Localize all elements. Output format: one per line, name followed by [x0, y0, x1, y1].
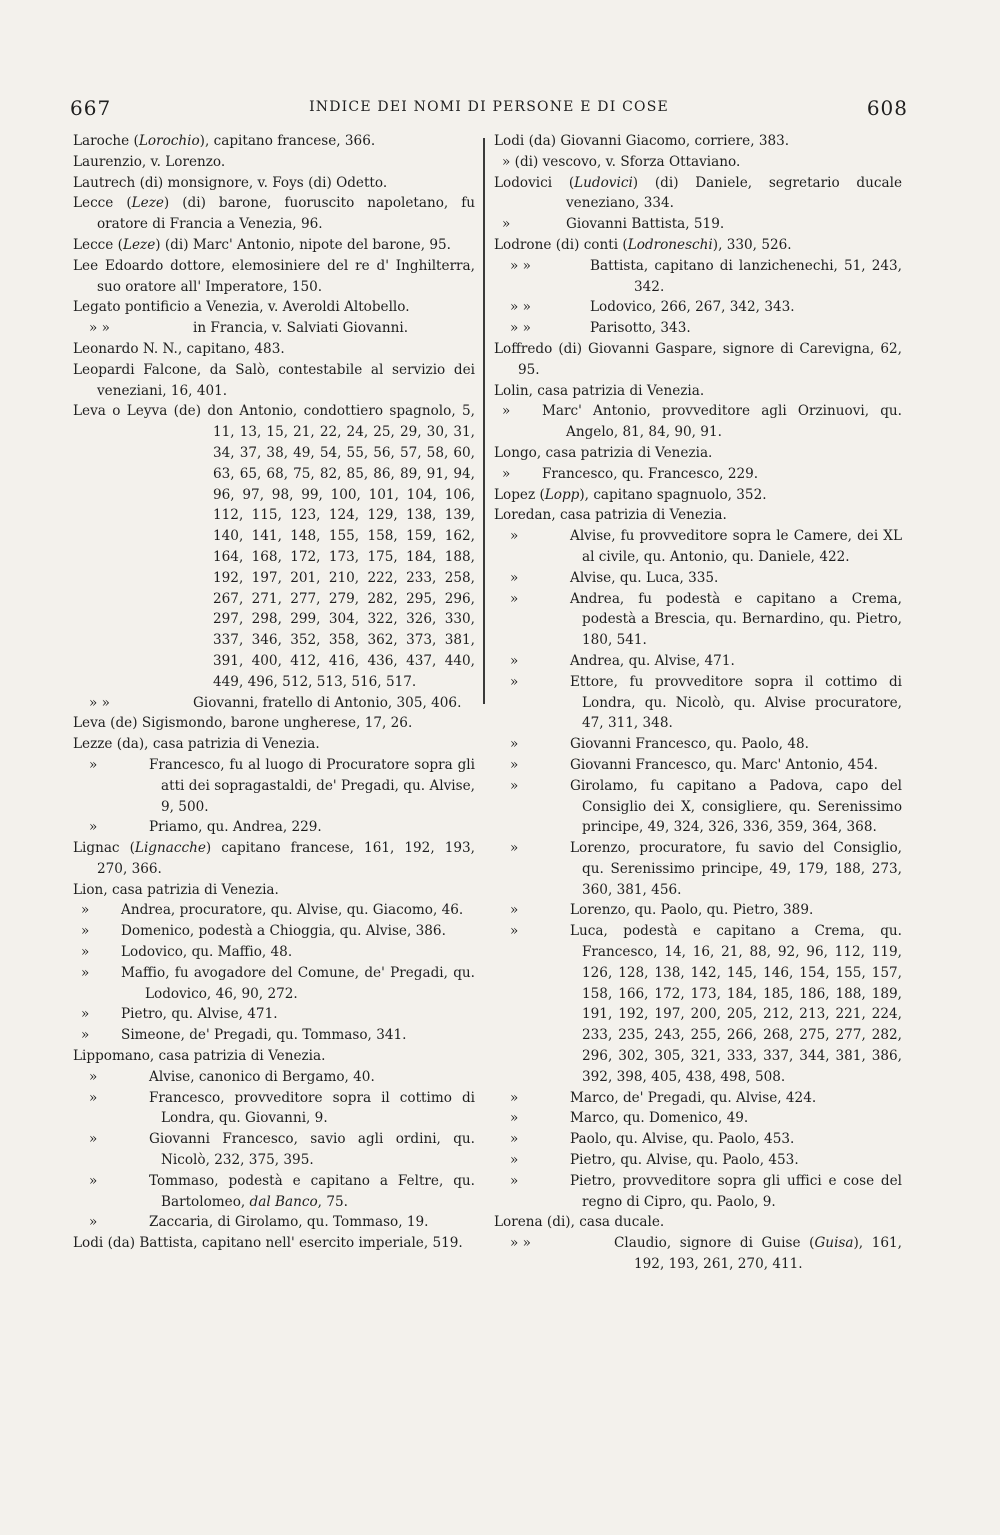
running-header: [70, 96, 908, 122]
index-entry: Laurenzio, v. Lorenzo.: [73, 153, 226, 170]
index-subentry: » Alvise, fu provveditore sopra le Camere, dei XL al civile, qu. Antonio, qu. Daniele, 422.: [510, 528, 902, 565]
index-entry: Lodi (da) Battista, capitano nell' esercito imperiale, 519.: [73, 1235, 463, 1252]
index-subentry: » Giovanni Battista, 519.: [502, 216, 725, 233]
index-subentry: » Francesco, qu. Francesco, 229.: [502, 465, 759, 482]
index-entry: Lippomano, casa patrizia di Venezia.: [73, 1048, 326, 1065]
index-subentry: » Pietro, provveditore sopra gli uffici e cose del regno di Cipro, qu. Paolo, 9.: [510, 1172, 902, 1210]
index-subentry: » Lorenzo, qu. Paolo, qu. Pietro, 389.: [510, 902, 814, 919]
index-subentry: » Lorenzo, procuratore, fu savio del Consiglio, qu. Serenissimo principe, 49, 179, 188, 273, 360, 381, 456.: [510, 840, 902, 898]
page-number-left: 667: [70, 96, 112, 120]
index-entry: Leva (de) Sigismondo, barone ungherese, 17, 26.: [73, 715, 413, 732]
left-column: [73, 131, 475, 1254]
index-entry: Lolin, casa patrizia di Venezia.: [494, 382, 705, 399]
index-subentry: » » Claudio, signore di Guise (Guisa), 161, 192, 193, 261, 270, 411.: [510, 1235, 903, 1273]
index-subentry: » Giovanni Francesco, qu. Marc' Antonio, 454.: [510, 756, 878, 773]
index-entry: Lorena (di), casa ducale.: [494, 1214, 665, 1231]
index-entry: Lee Edoardo dottore, elemosiniere del re d' Inghilterra, suo oratore all' Imperatore, 150.: [73, 257, 475, 295]
index-entry: Lignac (Lignacche) capitano francese, 161, 192, 193, 270, 366.: [73, 840, 475, 877]
index-subentry: » Paolo, qu. Alvise, qu. Paolo, 453.: [510, 1131, 795, 1148]
index-entry: Legato pontificio a Venezia, v. Averoldi Altobello.: [73, 299, 410, 316]
index-entry: Lecce (Leze) (di) barone, fuoruscito napoletano, fu oratore di Francia a Venezia, 96.: [73, 195, 476, 233]
index-subentry: » Marco, de' Pregadi, qu. Alvise, 424.: [510, 1089, 817, 1106]
index-subentry: » Pietro, qu. Alvise, 471.: [81, 1006, 278, 1023]
page-title: INDICE DEI NOMI DI PERSONE E DI COSE: [309, 99, 669, 115]
index-entry: Lodi (da) Giovanni Giacomo, corriere, 383.: [494, 133, 790, 149]
index-subentry: » Marco, qu. Domenico, 49.: [510, 1110, 749, 1127]
index-entry: Lautrech (di) monsignore, v. Foys (di) Odetto.: [73, 174, 388, 191]
index-entry: » (di) vescovo, v. Sforza Ottaviano.: [502, 153, 741, 170]
index-subentry: » Andrea, procuratore, qu. Alvise, qu. Giacomo, 46.: [81, 902, 464, 919]
index-subentry: » Domenico, podestà a Chioggia, qu. Alvise, 386.: [81, 923, 446, 940]
column-divider: [483, 138, 485, 704]
index-subentry: » » Lodovico, 266, 267, 342, 343.: [510, 299, 795, 316]
index-entry: Lopez (Lopp), capitano spagnuolo, 352.: [494, 486, 767, 503]
index-subentry: » Luca, podestà e capitano a Crema, qu. Francesco, 14, 16, 21, 88, 92, 96, 112, 119, 126, 128, 138, 142, 145, 146, 154, 155, 157, 158, 166, 172, 173, 184, 185, 186, 188, 189, 191, 192, 197, 200, 205, 212, 213, 221, 224, 233, 235, 243, 255, 266, 268, 275, 277, 282, 296, 302, 305, 321, 333, 337, 344, 381, 386, 392, 398, 405, 438, 498, 508.: [510, 923, 902, 1085]
index-entry: Lodovici (Ludovici) (di) Daniele, segretario ducale veneziano, 334.: [494, 174, 902, 212]
index-entry: Laroche (Lorochio), capitano francese, 366.: [73, 133, 376, 149]
index-subentry: » Marc' Antonio, provveditore agli Orzinuovi, qu. Angelo, 81, 84, 90, 91.: [502, 403, 902, 441]
index-subentry: » Francesco, provveditore sopra il cottimo di Londra, qu. Giovanni, 9.: [89, 1089, 475, 1127]
index-entry: Leva o Leyva (de) don Antonio, condottiero spagnolo, 5, 11, 13, 15, 21, 22, 24, 25, 29, 30, 31, 34, 37, 38, 49, 54, 55, 56, 57, 58, 60, 63, 65, 68, 75, 82, 85, 86, 89, 91, 94, 96, 97, 98, 99, 100, 101, 104, 106, 112, 115, 123, 124, 129, 138, 139, 140, 141, 148, 155, 158, 159, 162, 164, 168, 172, 173, 175, 184, 188, 192, 197, 201, 210, 222, 233, 258, 267, 271, 277, 279, 282, 295, 296, 297, 298, 299, 304, 322, 326, 330, 337, 346, 352, 358, 362, 373, 381, 391, 400, 412, 416, 436, 437, 440, 449, 496, 512, 513, 516, 517.: [73, 403, 475, 690]
index-subentry: » Giovanni Francesco, savio agli ordini, qu. Nicolò, 232, 375, 395.: [89, 1131, 475, 1169]
index-subentry: » Priamo, qu. Andrea, 229.: [89, 819, 322, 836]
index-subentry: » Tommaso, podestà e capitano a Feltre, qu. Bartolomeo, dal Banco, 75.: [89, 1172, 475, 1210]
index-subentry: » Andrea, fu podestà e capitano a Crema, podestà a Brescia, qu. Bernardino, qu. Pietro, 180, 541.: [510, 590, 902, 649]
index-subentry: » Zaccaria, di Girolamo, qu. Tommaso, 19.: [89, 1214, 429, 1231]
index-entry: Longo, casa patrizia di Venezia.: [494, 444, 713, 461]
right-column: [494, 131, 902, 1275]
index-entry: Lodrone (di) conti (Lodroneschi), 330, 526.: [494, 236, 792, 253]
index-entry: Lecce (Leze) (di) Marc' Antonio, nipote del barone, 95.: [73, 236, 451, 253]
index-entry: Lezze (da), casa patrizia di Venezia.: [73, 736, 320, 753]
index-subentry: » Andrea, qu. Alvise, 471.: [510, 652, 735, 669]
index-entry: Leopardi Falcone, da Salò, contestabile al servizio dei veneziani, 16, 401.: [73, 361, 475, 399]
index-entry: Leonardo N. N., capitano, 483.: [73, 340, 285, 357]
index-subentry: » Ettore, fu provveditore sopra il cottimo di Londra, qu. Nicolò, qu. Alvise procuratore, 47, 311, 348.: [510, 673, 902, 732]
index-entry: Loredan, casa patrizia di Venezia.: [494, 507, 727, 524]
index-subentry: » Girolamo, fu capitano a Padova, capo del Consiglio dei X, consigliere, qu. Serenissimo principe, 49, 324, 326, 336, 359, 364, 368.: [510, 777, 902, 836]
index-entry: Loffredo (di) Giovanni Gaspare, signore di Carevigna, 62, 95.: [494, 340, 902, 378]
index-subentry: » Pietro, qu. Alvise, qu. Paolo, 453.: [510, 1152, 799, 1169]
index-entry: Lion, casa patrizia di Venezia.: [73, 881, 279, 898]
index-subentry: » Simeone, de' Pregadi, qu. Tommaso, 341.: [81, 1027, 407, 1044]
index-subentry: » Francesco, fu al luogo di Procuratore sopra gli atti dei sopragastaldi, de' Pregadi, qu. Alvise, 9, 500.: [89, 756, 475, 815]
index-subentry: » Alvise, canonico di Bergamo, 40.: [89, 1068, 375, 1085]
index-subentry: » » in Francia, v. Salviati Giovanni.: [89, 320, 409, 337]
index-subentry: » » Parisotto, 343.: [510, 320, 691, 337]
index-subentry: » » Battista, capitano di lanzichenechi, 51, 243, 342.: [510, 257, 902, 295]
page-number-right: 608: [866, 96, 908, 120]
index-subentry: » Lodovico, qu. Maffio, 48.: [81, 944, 293, 961]
index-subentry: » Alvise, qu. Luca, 335.: [510, 569, 719, 586]
index-subentry: » » Giovanni, fratello di Antonio, 305, 406.: [89, 694, 462, 711]
index-subentry: » Giovanni Francesco, qu. Paolo, 48.: [510, 736, 809, 753]
index-subentry: » Maffio, fu avogadore del Comune, de' Pregadi, qu. Lodovico, 46, 90, 272.: [81, 964, 475, 1002]
